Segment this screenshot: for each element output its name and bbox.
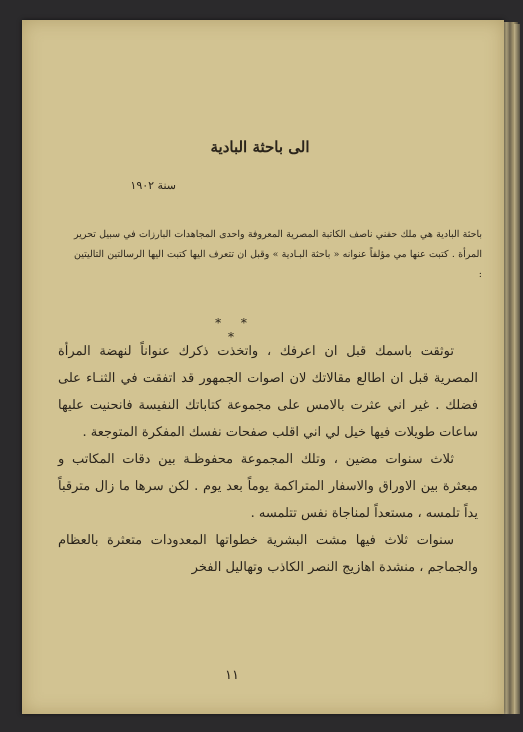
section-separator: * * * — [215, 316, 255, 344]
page-number: ١١ — [225, 668, 239, 683]
paragraph-2: ثلاث سنوات مضين ، وتلك المجموعة محفوظـة بين دقات المكاتب و مبعثرة بين الاوراق والاسفار المتراكمة يوماً بعد يوم . لكن سرها ما زال مترقباً يداً تلمسه ، مستعداً لمناجاة نفس تتلمسه . — [58, 452, 478, 521]
page-edge-shadow — [514, 24, 520, 714]
letter-date: سنة ١٩٠٢ — [130, 179, 176, 192]
page-title: الى باحثة البادية — [210, 138, 310, 156]
letter-body — [58, 338, 478, 581]
paragraph-3: سنوات ثلاث فيها مشت البشرية خطواتها المعدودات متعثرة بالعظام والجماجم ، منشدة اهازيج النصر الكاذب وتهاليل الفخر — [58, 533, 478, 575]
paragraph-1: توثقت باسمك قبل ان اعرفك ، واتخذت ذكرك عنواناً لنهضة المرأة المصرية قبل ان اطالع مقالاتك لان اصوات الجمهور قد اتفقت في الثنـاء على فضلك . غير اني عثرت بالامس على مجموعة كتاباتك النفيسة فانحنيت عليها ساعات طويلات فيها خيل لي اني اقلب صفحات نفسك المفكرة المتوجعة . — [58, 344, 478, 440]
intro-note: باحثة البادية هي ملك حفني ناصف الكاتبة المصرية المعروفة واحدى المجاهدات البارزات في سبيل تحرير المرأة . كتبت عنها مي مؤلفاً عنوانه « باحثة البـادية » وقبل ان تتعرف اليها كتبت اليها الرسالتين التاليتين : — [74, 229, 482, 280]
